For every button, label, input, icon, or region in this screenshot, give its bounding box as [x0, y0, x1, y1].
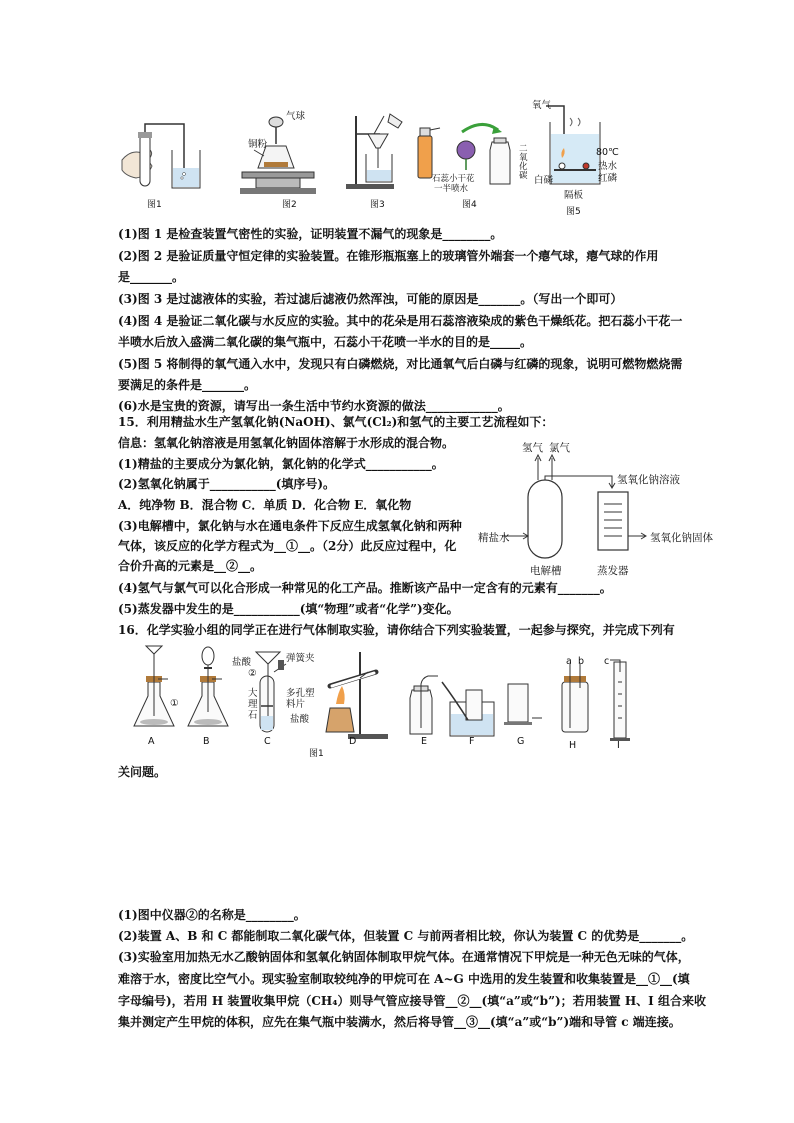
q15-line-5: A．纯净物 B．混合物 C．单质 D．化合物 E．氧化物	[118, 498, 412, 512]
q14-line-7: (5)图 5 将制得的氧气通入水中，发现只有白磷燃烧，对比通氧气后白磷与红磷的现象，说明可燃物燃烧需	[118, 357, 683, 371]
q15-line-10: (5)蒸发器中发生的是___________(填“物理”或者“化学”)变化。	[118, 602, 459, 616]
q15-process-diagram	[494, 440, 730, 578]
q15-diagram-electrolyzer: 电解槽	[530, 565, 562, 577]
figure-5-redp-label: 红磷	[598, 173, 618, 184]
q16-figure-caption: 图1	[309, 749, 324, 759]
q15-diagram-solid: 氢氧化钠固体	[650, 532, 713, 544]
q15-diagram-evaporator: 蒸发器	[597, 565, 629, 577]
q15-diagram-brine: 精盐水	[478, 532, 510, 544]
q16-label-D: D	[349, 736, 357, 747]
q15-line-8: 合价升高的元素是__②__。	[118, 559, 263, 573]
q16-sub-3d: 集并测定产生甲烷的体积，应先在集气瓶中装满水，然后将导管__③__(填“a”或“b”)端和导管 c 端连接。	[118, 1015, 681, 1029]
figure-1-caption: 图1	[147, 200, 162, 210]
q16-sub-1: (1)图中仪器②的名称是________。	[118, 908, 306, 922]
figure-2-copper-label: 铜粉	[248, 139, 268, 150]
q16-label-G: G	[517, 736, 525, 747]
q16-label-E: E	[421, 736, 428, 747]
q14-line-8: 要满足的条件是_______。	[118, 378, 257, 392]
q16-label-circle1: ①	[170, 698, 179, 709]
q16-label-port-c: c	[604, 656, 610, 667]
figure-2-balloon-label: 气球	[286, 111, 306, 122]
q14-line-3: 是_______。	[118, 270, 185, 284]
figure-4-caption: 图4	[462, 200, 477, 210]
figure-5-hotwater-label: 热水	[598, 161, 618, 172]
figure-5-temp-label: 80℃	[596, 147, 619, 158]
q16-label-C: C	[264, 736, 271, 747]
q16-line-end: 关问题。	[118, 765, 167, 779]
q15-line-2: 信息：氢氧化钠溶液是用氢氧化钠固体溶解于水形成的混合物。	[118, 436, 455, 450]
figure-2-mass-conservation	[236, 110, 320, 200]
q15-diagram-solution: 氢氧化钠溶液	[617, 474, 680, 486]
q16-label-spring-clip: 弹簧夹	[286, 653, 315, 664]
q16-label-porous: 多孔塑料片	[286, 688, 315, 710]
figure-4-co2-label: 二氧化碳	[519, 144, 528, 181]
q16-label-A: A	[148, 736, 155, 747]
q16-label-port-a: a	[566, 656, 572, 667]
q16-label-hcl-top: 盐酸	[232, 657, 252, 668]
q15-line-4: (2)氢氧化钠属于___________(填序号)。	[118, 477, 336, 491]
q14-line-9: (6)水是宝贵的资源，请写出一条生活中节约水资源的做法____________。	[118, 399, 510, 413]
q16-sub-3c: 字母编号)，若用 H 装置收集甲烷（CH₄）则导气管应接导管__②__(填“a”或“b”)；若用装置 H、I 组合来收	[118, 994, 706, 1008]
q15-diagram-cl2: 氯气	[549, 442, 570, 454]
figure-4-spray-label: 一半喷水	[434, 184, 469, 194]
q15-diagram-h2: 氢气	[522, 442, 543, 454]
q15-line-9: (4)氢气与氯气可以化合形成一种常见的化工产品。推断该产品中一定含有的元素有_______。	[118, 581, 612, 595]
figure-5-oxygen-label: 氧气	[532, 100, 552, 111]
q14-line-4: (3)图 3 是过滤液体的实验，若过滤后滤液仍然浑浊，可能的原因是_______。（写出一个即可）	[118, 292, 623, 306]
figure-5-plate-label: 隔板	[564, 190, 584, 201]
q16-label-circle2: ②	[248, 668, 257, 679]
q16-label-I: I	[617, 740, 620, 751]
q14-line-6: 半喷水后放入盛满二氧化碳的集气瓶中，石蕊小干花喷一半水的目的是_____。	[118, 335, 533, 349]
q16-line-1: 16．化学实验小组的同学正在进行气体制取实验，请你结合下列实验装置，一起参与探究，并完成下列有	[118, 623, 675, 637]
q15-line-6: (3)电解槽中，氯化钠与水在通电条件下反应生成氢氧化钠和两种	[118, 519, 462, 533]
q16-label-port-b: b	[578, 656, 585, 667]
q16-sub-3a: (3)实验室用加热无水乙酸钠固体和氢氧化钠固体制取甲烷气体。在通常情况下甲烷是一种无色无味的气体，	[118, 950, 690, 964]
q15-line-3: (1)精盐的主要成分为氯化钠，氯化钠的化学式___________。	[118, 457, 444, 471]
q14-line-1: (1)图 1 是检查装置气密性的实验，证明装置不漏气的现象是________。	[118, 227, 503, 241]
q16-label-F: F	[469, 736, 475, 747]
q16-label-H: H	[569, 740, 577, 751]
q16-label-marble: 大理石	[248, 688, 258, 721]
q15-line-7: 气体，该反应的化学方程式为__①__。（2分）此反应过程中，化	[118, 539, 457, 553]
q14-line-2: (2)图 2 是验证质量守恒定律的实验装置。在锥形瓶瓶塞上的玻璃管外端套一个瘪气球，瘪气球的作用	[118, 249, 659, 263]
q15-line-1: 15．利用精盐水生产氢氧化钠(NaOH)、氯气(Cl₂)和氢气的主要工艺流程如下：	[118, 415, 554, 429]
q16-label-B: B	[203, 736, 210, 747]
figure-3-caption: 图3	[370, 200, 385, 210]
figure-5-caption: 图5	[566, 207, 581, 217]
figure-3-filtration	[344, 108, 410, 192]
q16-sub-2: (2)装置 A、B 和 C 都能制取二氧化碳气体，但装置 C 与前两者相比较，你认为装置 C 的优势是_______。	[118, 929, 694, 943]
figure-2-caption: 图2	[282, 200, 297, 210]
q16-label-hcl-bottom: 盐酸	[290, 714, 310, 725]
figure-5-whitep-label: 白磷	[534, 175, 554, 186]
q14-line-5: (4)图 4 是验证二氧化碳与水反应的实验。其中的花朵是用石蕊溶液染成的紫色干燥纸花。把石蕊小干花一	[118, 314, 683, 328]
figure-1-airtightness	[118, 120, 208, 200]
figure-4-flower-label: 石蕊小干花	[432, 174, 475, 184]
q16-sub-3b: 难溶于水，密度比空气小。现实验室制取较纯净的甲烷可在 A~G 中选用的发生装置和收集装置是__①__(填	[118, 972, 690, 986]
